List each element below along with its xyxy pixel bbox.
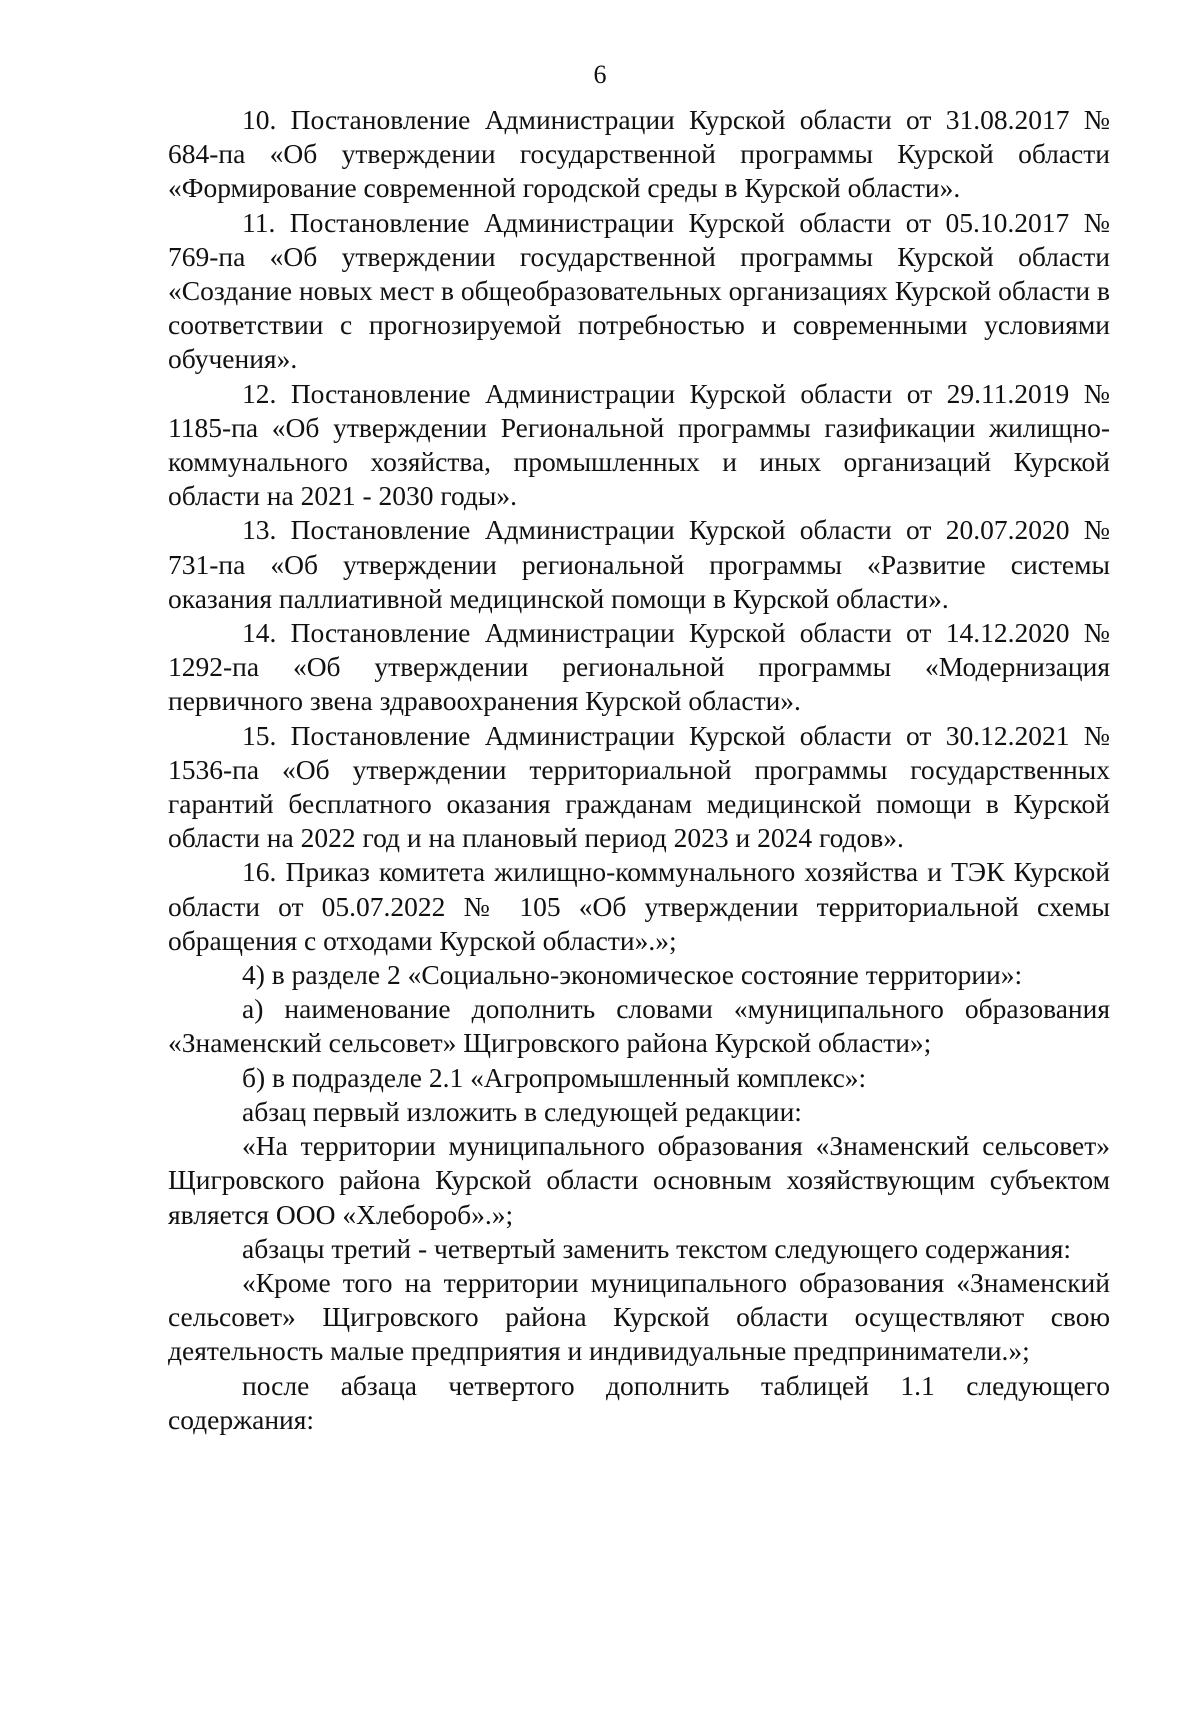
paragraph-item-14: 14. Постановление Администрации Курской области от 14.12.2020 № 1292-па «Об утверждении региональной программы «Модернизация первичного звена здравоохранения Курской области». — [168, 617, 1110, 717]
document-body — [168, 103, 1110, 1437]
paragraph-quoted-text-2: «Кроме того на территории муниципального образования «Знаменский сельсовет» Щигровского района Курской области осуществляют свою деятельность малые предприятия и индивидуальные предприниматели.»; — [168, 1266, 1110, 1367]
paragraph-subitem-b: б) в подразделе 2.1 «Агропромышленный комплекс»: — [242, 1061, 867, 1093]
paragraph-quoted-text-1: «На территории муниципального образования «Знаменский сельсовет» Щигровского района Курской области основным хозяйствующим субъектом является ООО «Хлебороб».»; — [168, 1130, 1110, 1230]
paragraph-item-16: 16. Приказ комитета жилищно-коммунального хозяйства и ТЭК Курской области от 05.07.2022 № 105 «Об утверждении территориальной схемы обращения с отходами Курской области».»; — [168, 856, 1110, 956]
paragraph-item-11: 11. Постановление Администрации Курской области от 05.10.2017 № 769-па «Об утверждении государственной программы Курской области «Создание новых мест в общеобразовательных организациях Курской области в соответствии с прогнозируемой потребностью и современными условиями обучения». — [168, 206, 1110, 375]
paragraph-replace-instruction: абзацы третий - четвертый заменить текстом следующего содержания: — [242, 1232, 1072, 1264]
paragraph-first-abzac-instruction: абзац первый изложить в следующей редакции: — [242, 1095, 802, 1127]
paragraph-section-2-change: 4) в разделе 2 «Социально-экономическое состояние территории»: — [242, 959, 1023, 991]
paragraph-item-12: 12. Постановление Администрации Курской области от 29.11.2019 № 1185-па «Об утверждении Региональной программы газификации жилищно-коммунального хозяйства, промышленных и иных организаций Курской области на 2021 - 2030 годы». — [168, 377, 1110, 512]
paragraph-table-instruction: после абзаца четвертого дополнить таблицей 1.1 следующего содержания: — [168, 1369, 1110, 1435]
page-number: 6 — [593, 60, 607, 89]
paragraph-subitem-a: а) наименование дополнить словами «муниципального образования «Знаменский сельсовет» Щигровского района Курской области»; — [168, 993, 1110, 1059]
paragraph-item-10: 10. Постановление Администрации Курской области от 31.08.2017 № 684-па «Об утверждении государственной программы Курской области «Формирование современной городской среды в Курской области». — [168, 104, 1110, 204]
paragraph-item-13: 13. Постановление Администрации Курской области от 20.07.2020 № 731-па «Об утверждении региональной программы «Развитие системы оказания паллиативной медицинской помощи в Курской области». — [168, 514, 1110, 614]
paragraph-item-15: 15. Постановление Администрации Курской области от 30.12.2021 № 1536-па «Об утверждении территориальной программы государственных гарантий бесплатного оказания гражданам медицинской помощи в Курской области на 2022 год и на плановый период 2023 и 2024 годов». — [168, 719, 1110, 854]
